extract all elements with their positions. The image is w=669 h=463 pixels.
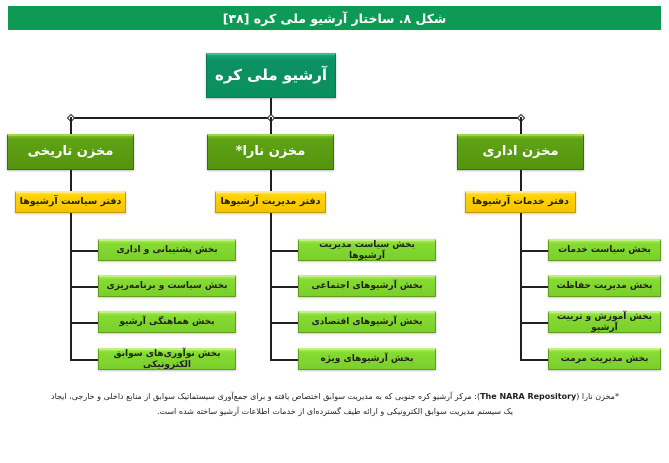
node-leaf-policy-and-planning[interactable] <box>98 275 236 297</box>
node-root-label: آرشیو ملی کره <box>215 66 327 85</box>
connector-branch-left-3 <box>520 322 548 324</box>
connector-branch-right-2 <box>70 286 98 288</box>
node-root-national-archives-korea[interactable] <box>206 53 336 98</box>
node-level3-policy-label: دفتر سیاست آرشیوها <box>19 196 122 208</box>
node-leaf-label: بخش آرشیوهای ویژه <box>320 354 414 365</box>
node-leaf-archives-management-policy[interactable] <box>298 239 436 261</box>
figure-footnote <box>10 390 660 420</box>
connector-level2-bus <box>71 117 521 119</box>
node-leaf-label: بخش آرشیوهای اقتصادی <box>311 317 423 328</box>
node-leaf-label: بخش آموزش و تربیت آرشیو <box>556 312 653 333</box>
node-leaf-label: بخش سیاست و برنامه‌ریزی <box>106 281 228 292</box>
figure-title-banner <box>8 6 661 30</box>
node-leaf-label: بخش پشتیبانی و اداری <box>116 245 218 256</box>
footnote-part-1: *مخزن نارا ( <box>576 392 619 401</box>
node-leaf-label: بخش نوآوری‌های سوابق الکترونیکی <box>113 349 221 370</box>
node-level3-archives-services-office[interactable] <box>465 191 576 213</box>
node-leaf-label: بخش هماهنگی آرشیو <box>119 317 215 328</box>
connector-branch-middle-3 <box>270 322 298 324</box>
node-leaf-service-policy[interactable] <box>548 239 661 261</box>
node-leaf-preservation-management[interactable] <box>548 275 661 297</box>
node-level3-services-label: دفتر خدمات آرشیوها <box>472 196 569 208</box>
connector-branch-middle-2 <box>270 286 298 288</box>
node-level2-nara-label: مخزن نارا* <box>235 144 306 160</box>
node-level2-historical-label: مخزن تاریخی <box>27 144 114 160</box>
connector-drop-left <box>520 117 522 135</box>
connector-drop-middle <box>270 117 272 135</box>
footnote-line-2: یک سیستم مدیریت سوابق الکترونیکی و ارائه طیف گسترده‌ای از خدمات اطلاعات آرشیو ساخته شده است. <box>156 406 514 416</box>
node-level3-management-label: دفتر مدیریت آرشیوها <box>220 196 321 208</box>
connector-l2-l3-left <box>520 170 522 192</box>
node-leaf-social-archives[interactable] <box>298 275 436 297</box>
node-leaf-archive-coordination[interactable] <box>98 311 236 333</box>
connector-drop-right <box>70 117 72 135</box>
node-leaf-label: بخش مدیریت حفاظت <box>556 281 653 292</box>
node-level3-archives-management-office[interactable] <box>215 191 326 213</box>
node-leaf-archive-education-and-training[interactable] <box>548 311 661 333</box>
node-leaf-electronic-records-innovation[interactable] <box>98 348 236 370</box>
node-leaf-support-and-administration[interactable] <box>98 239 236 261</box>
node-leaf-label: بخش آرشیوهای اجتماعی <box>311 281 423 292</box>
node-leaf-label: بخش مدیریت مرمت <box>560 354 649 365</box>
node-leaf-label: بخش سیاست خدمات <box>558 245 651 256</box>
node-leaf-label: بخش سیاست مدیریت آرشیوها <box>319 240 415 261</box>
node-leaf-restoration-management[interactable] <box>548 348 661 370</box>
connector-branch-left-4 <box>520 359 548 361</box>
connector-l2-l3-right <box>70 170 72 192</box>
node-leaf-special-archives[interactable] <box>298 348 436 370</box>
footnote-latin-term: The NARA Repository <box>480 392 577 401</box>
node-level2-nara-repository[interactable] <box>207 134 334 170</box>
figure-title-text: شکل ۸. ساختار آرشیو ملی کره [۳۸] <box>222 10 447 26</box>
node-leaf-economic-archives[interactable] <box>298 311 436 333</box>
connector-branch-middle-4 <box>270 359 298 361</box>
node-level2-administrative-repository[interactable] <box>457 134 584 170</box>
connector-branch-left-1 <box>520 250 548 252</box>
connector-branch-left-2 <box>520 286 548 288</box>
node-level3-archives-policy-office[interactable] <box>15 191 126 213</box>
footnote-line-1 <box>10 390 660 405</box>
node-level2-administrative-label: مخزن اداری <box>482 144 559 160</box>
node-level2-historical-repository[interactable] <box>7 134 134 170</box>
connector-branch-right-3 <box>70 322 98 324</box>
footnote-part-2: ): مرکز آرشیو کره جنوبی که به مدیریت سوابق اختصاص یافته و برای جمع‌آوری سیستماتیک سوابق از منابع داخلی و خارجی، ایجاد <box>51 392 481 401</box>
connector-branch-right-4 <box>70 359 98 361</box>
connector-l2-l3-middle <box>270 170 272 192</box>
connector-branch-middle-1 <box>270 250 298 252</box>
connector-branch-right-1 <box>70 250 98 252</box>
